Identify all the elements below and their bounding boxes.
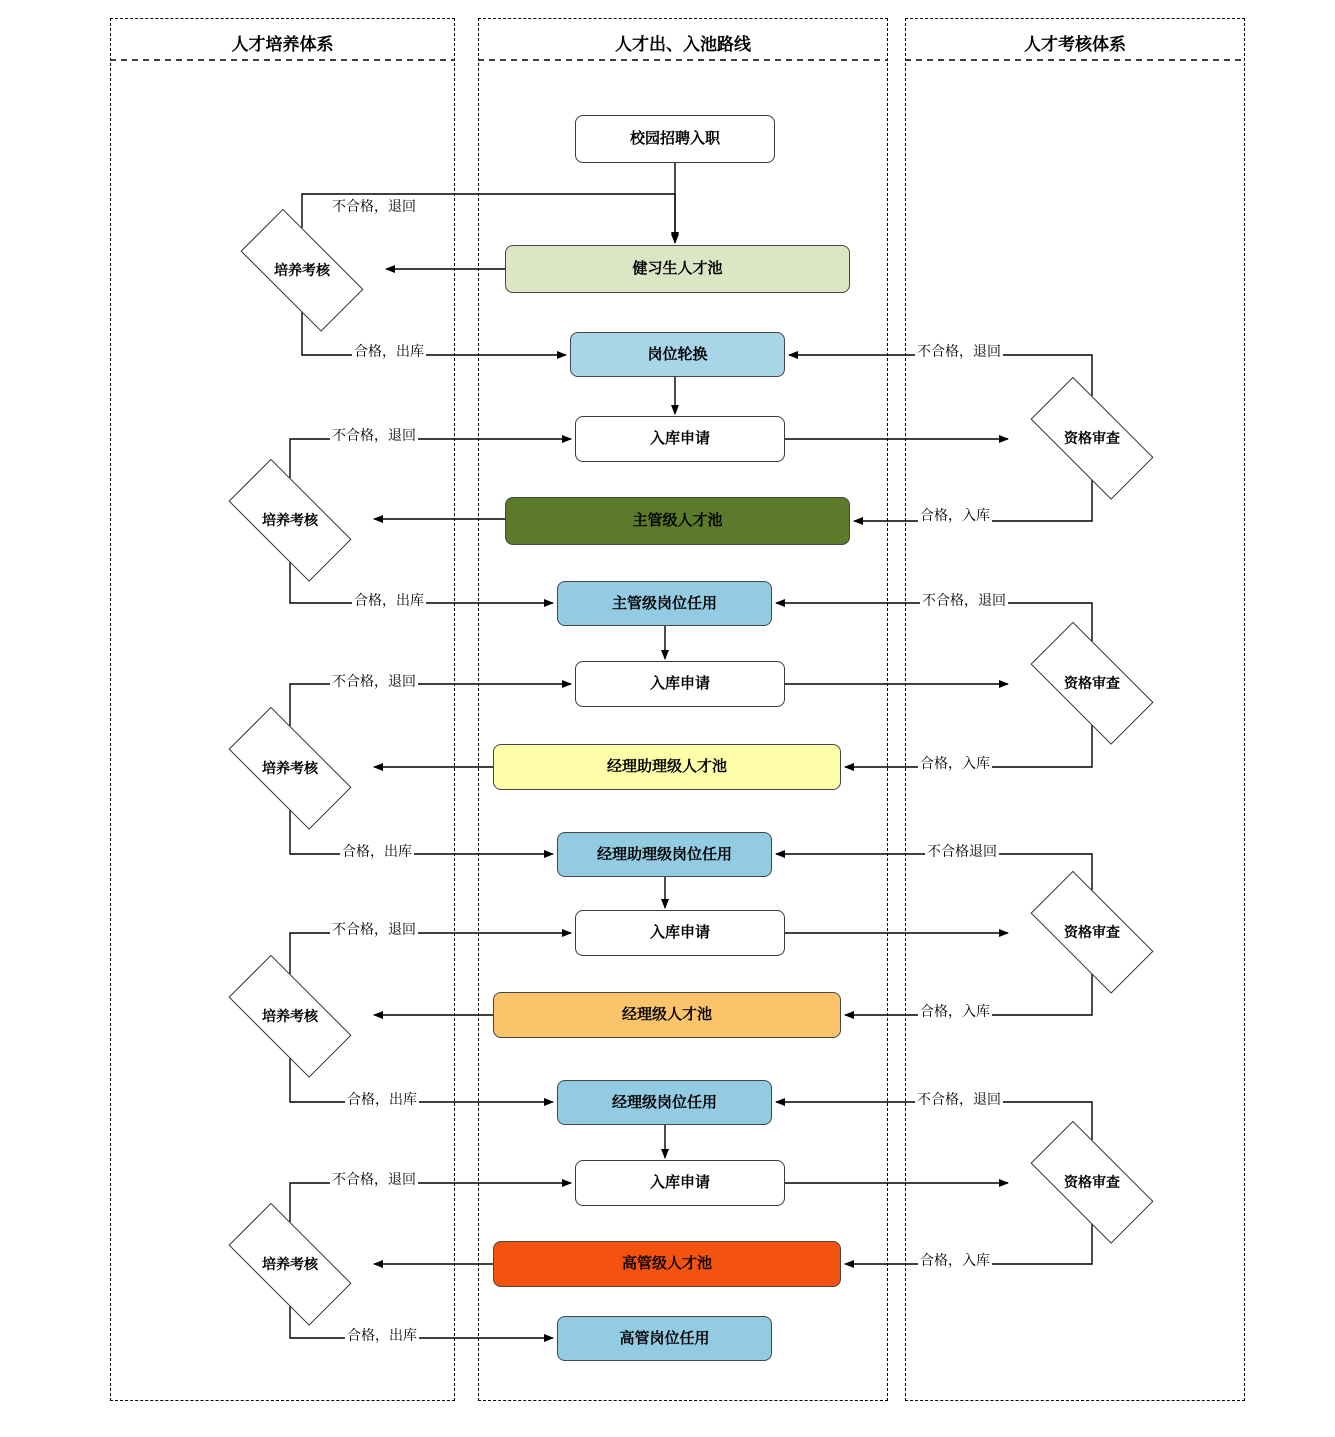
edge-label-pass-1: 合格，出库 bbox=[354, 343, 424, 359]
node-pool-entry-application-4[interactable]: 入库申请 bbox=[575, 1160, 785, 1206]
edge-label-review-pass-4: 合格，入库 bbox=[920, 1252, 990, 1268]
node-executive-talent-pool[interactable]: 高管级人才池 bbox=[493, 1241, 841, 1287]
node-assistant-manager-talent-pool[interactable]: 经理助理级人才池 bbox=[493, 744, 841, 790]
decision-label: 资格审查 bbox=[1064, 675, 1120, 691]
edge-label-reject-5: 不合格，退回 bbox=[332, 1171, 416, 1187]
edge-label-pass-3: 合格，出库 bbox=[342, 843, 412, 859]
decision-label: 资格审查 bbox=[1064, 1174, 1120, 1190]
node-campus-recruitment[interactable]: 校园招聘入职 bbox=[575, 115, 775, 163]
decision-development-review-3[interactable] bbox=[210, 726, 370, 810]
decision-label: 培养考核 bbox=[262, 760, 318, 776]
edge-label-review-pass-1: 合格，入库 bbox=[920, 507, 990, 523]
decision-label: 培养考核 bbox=[274, 262, 330, 278]
edge-label-reject-1: 不合格，退回 bbox=[332, 198, 416, 214]
node-pool-entry-application-3[interactable]: 入库申请 bbox=[575, 910, 785, 956]
lane-title-talent-development: 人才培养体系 bbox=[231, 35, 334, 54]
decision-label: 培养考核 bbox=[262, 512, 318, 528]
decision-qualification-review-4[interactable] bbox=[1012, 1140, 1172, 1224]
edge-label-reject-2: 不合格，退回 bbox=[332, 427, 416, 443]
node-supervisor-talent-pool[interactable]: 主管级人才池 bbox=[505, 497, 850, 545]
edge-label-reject-3: 不合格，退回 bbox=[332, 673, 416, 689]
node-executive-post-appointment[interactable]: 高管岗位任用 bbox=[557, 1316, 772, 1361]
decision-development-review-1[interactable] bbox=[222, 228, 382, 312]
lane-title-assessment-system: 人才考核体系 bbox=[1024, 35, 1126, 54]
edge-label-pass-4: 合格，出库 bbox=[347, 1091, 417, 1107]
node-assistant-manager-post-appointment[interactable]: 经理助理级岗位任用 bbox=[557, 832, 772, 877]
node-manager-talent-pool[interactable]: 经理级人才池 bbox=[493, 992, 841, 1038]
edge-label-review-reject-1: 不合格，退回 bbox=[917, 343, 1001, 359]
edge-label-review-pass-3: 合格，入库 bbox=[920, 1003, 990, 1019]
edge-label-review-reject-2: 不合格，退回 bbox=[922, 592, 1006, 608]
decision-label: 培养考核 bbox=[262, 1008, 318, 1024]
node-manager-post-appointment[interactable]: 经理级岗位任用 bbox=[557, 1080, 772, 1125]
decision-label: 培养考核 bbox=[262, 1256, 318, 1272]
edge-label-review-reject-4: 不合格，退回 bbox=[917, 1091, 1001, 1107]
node-job-rotation[interactable]: 岗位轮换 bbox=[570, 332, 785, 377]
edge-label-review-pass-2: 合格，入库 bbox=[920, 755, 990, 771]
edge-label-pass-2: 合格，出库 bbox=[354, 592, 424, 608]
decision-qualification-review-3[interactable] bbox=[1012, 890, 1172, 974]
decision-label: 资格审查 bbox=[1064, 924, 1120, 940]
edge-label-review-reject-3: 不合格退回 bbox=[927, 843, 997, 859]
decision-qualification-review-1[interactable] bbox=[1012, 396, 1172, 480]
edge-label-pass-5: 合格，出库 bbox=[347, 1327, 417, 1343]
decision-label: 资格审查 bbox=[1064, 430, 1120, 446]
node-supervisor-post-appointment[interactable]: 主管级岗位任用 bbox=[557, 581, 772, 626]
decision-development-review-4[interactable] bbox=[210, 974, 370, 1058]
lane-title-pool-route: 人才出、入池路线 bbox=[615, 35, 751, 54]
edge-label-reject-4: 不合格，退回 bbox=[332, 921, 416, 937]
node-intern-talent-pool[interactable]: 健习生人才池 bbox=[505, 245, 850, 293]
decision-development-review-2[interactable] bbox=[210, 478, 370, 562]
node-pool-entry-application-2[interactable]: 入库申请 bbox=[575, 661, 785, 707]
decision-qualification-review-2[interactable] bbox=[1012, 641, 1172, 725]
decision-development-review-5[interactable] bbox=[210, 1222, 370, 1306]
node-pool-entry-application-1[interactable]: 入库申请 bbox=[575, 416, 785, 462]
